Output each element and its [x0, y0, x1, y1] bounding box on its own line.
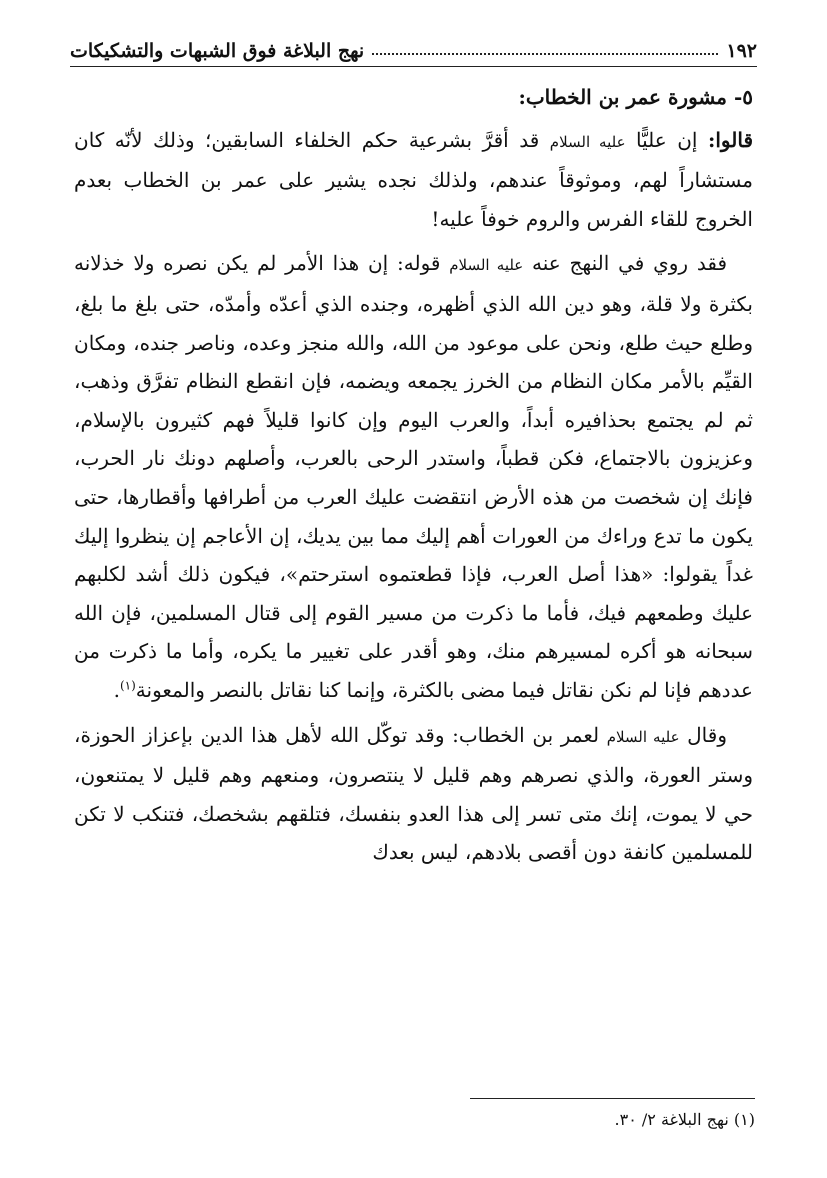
honorific-ligature: عليه السلام	[549, 132, 626, 151]
paragraph-3	[74, 716, 753, 872]
paragraph-text: .	[113, 677, 120, 702]
paragraph-text: لعمر بن الخطاب: وقد توكّل الله لأهل هذا الدين بإعزاز الحوزة، وستر العورة، والذي نصرهم وهم قليل لا ينتصرون، ومنعهم وهم قليل لا يمتنعون، حي لا يموت، إنك متى تسر إلى هذا العدو بنفسك، فتلقهم بشخصك، فتنكب لا تكن للمسلمين كانفة دون أقصى بلادهم، ليس بعدك	[74, 722, 753, 865]
section-heading: ٥- مشورة عمر بن الخطاب:	[518, 85, 753, 109]
paragraph-text: قوله: إن هذا الأمر لم يكن نصره ولا خذلانه بكثرة ولا قلة، وهو دين الله الذي أظهره، وجنده الذي أعدّه وأمدّه، حتى بلغ ما بلغ، وطلع حيث طلع، ونحن على موعود من الله، والله منجز وعده، وناصر جنده، ومكان القيِّم بالأمر مكان النظام من الخرز يجمعه ويضمه، فإن انقطع النظام تفرَّق وذهب، ثم لم يجتمع بحذافيره أبداً، والعرب اليوم وإن كانوا قليلاً فهم كثيرون بالإسلام، وعزيزون بالاجتماع، فكن قطباً، واستدر الرحى بالعرب، وأصلهم دونك نار الحرب، فإنك إن شخصت من هذه الأرض انتقضت عليك العرب من أطرافها وأقطارها، حتى يكون ما تدع وراءك من العورات أهم إليك مما بين يديك، إن الأعاجم إن ينظروا إليك غداً يقولوا: «هذا أصل العرب، فإذا قطعتموه استرحتم»، فيكون ذلك أشد لكلبهم عليك وطمعهم فيك، فأما ما ذكرت من مسير القوم إلى قتال المسلمين، فإن الله سبحانه هو أكره لمسيرهم منك، وهو أقدر على تغيير ما يكره، وأما ما ذكرت من عددهم فإنا لم نكن نقاتل فيما مضى بالكثرة، وإنما كنا نقاتل بالنصر والمعونة	[74, 251, 753, 702]
footnote-reference[interactable]: (١)	[119, 678, 136, 693]
running-header	[70, 26, 757, 62]
footnote: (١) نهج البلاغة ٢/ ٣٠.	[614, 1110, 755, 1129]
page-body	[74, 78, 753, 878]
page-number: ١٩٢	[726, 40, 757, 62]
running-title: نهج البلاغة فوق الشبهات والتشكيكات	[70, 40, 365, 62]
header-rule	[70, 66, 757, 67]
paragraph-text: وقال	[679, 722, 727, 747]
honorific-ligature: عليه السلام	[449, 256, 524, 275]
paragraph-2	[74, 244, 753, 709]
paragraph-text: قد أقرَّ بشرعية حكم الخلفاء السابقين؛ وذلك لأنّه كان مستشاراً لهم، وموثوقاً عندهم، ولذلك نجده يشير على عمر بن الخطاب بعدم الخروج للقاء الفرس والروم خوفاً عليه!	[74, 127, 753, 231]
paragraph-text: فقد روي في النهج عنه	[523, 251, 728, 276]
paragraph-lead: قالوا:	[707, 127, 754, 152]
leader-dots	[372, 52, 718, 55]
honorific-ligature: عليه السلام	[606, 727, 680, 746]
paragraph-1	[74, 121, 753, 239]
footnote-rule	[470, 1098, 755, 1099]
paragraph-text: إن عليًّا	[625, 127, 708, 152]
